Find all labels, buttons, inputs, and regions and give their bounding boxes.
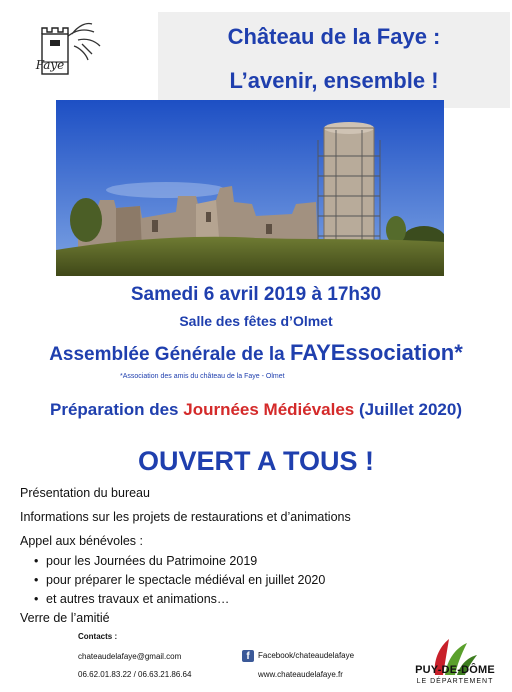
prep-prefix: Préparation des xyxy=(50,400,184,419)
prep-suffix: (Juillet 2020) xyxy=(354,400,462,419)
title-box xyxy=(158,12,510,108)
agenda-item-presentation: Présentation du bureau xyxy=(20,486,150,500)
event-date: Samedi 6 avril 2019 à 17h30 xyxy=(130,284,382,305)
agenda-item-information: Informations sur les projets de restaurations et d’animations xyxy=(20,510,351,524)
header xyxy=(0,0,512,108)
event-venue: Salle des fêtes d’Olmet xyxy=(179,313,333,329)
assembly-name: FAYEssociation* xyxy=(289,340,463,365)
logo-text: Faye xyxy=(35,58,65,72)
contacts-label: Contacts : xyxy=(78,632,118,641)
department-subtitle: LE DÉPARTEMENT xyxy=(416,678,494,685)
assembly-prefix: Assemblée Générale de la xyxy=(49,344,290,365)
castle-photo xyxy=(56,100,444,276)
open-to-all: OUVERT A TOUS ! xyxy=(137,446,374,476)
contact-facebook[interactable]: Facebook/chateaudelafaye xyxy=(258,651,355,660)
contact-email[interactable]: chateaudelafaye@gmail.com xyxy=(78,652,182,661)
list-item: • pour les Journées du Patrimoine 2019 xyxy=(34,554,257,568)
department-name: PUY-DE-DÔME xyxy=(415,664,495,676)
preparation-heading xyxy=(0,400,512,420)
assembly-footnote: *Association des amis du château de la Faye - Olmet xyxy=(120,373,285,380)
list-item: • pour préparer le spectacle médiéval en juillet 2020 xyxy=(34,573,325,587)
facebook-icon: f xyxy=(242,650,254,662)
agenda-item-drinks: Verre de l’amitié xyxy=(20,611,110,625)
list-item: • et autres travaux et animations… xyxy=(34,592,229,606)
prep-highlight: Journées Médiévales xyxy=(183,400,355,419)
title-line-1: Château de la Faye : xyxy=(227,24,441,49)
contact-website[interactable]: www.chateaudelafaye.fr xyxy=(258,670,343,679)
contact-phones: 06.62.01.83.22 / 06.63.21.86.64 xyxy=(78,670,192,679)
assembly-heading xyxy=(0,340,512,366)
agenda-item-volunteers: Appel aux bénévoles : xyxy=(20,534,144,548)
title-line-2: L’avenir, ensemble ! xyxy=(229,68,439,93)
